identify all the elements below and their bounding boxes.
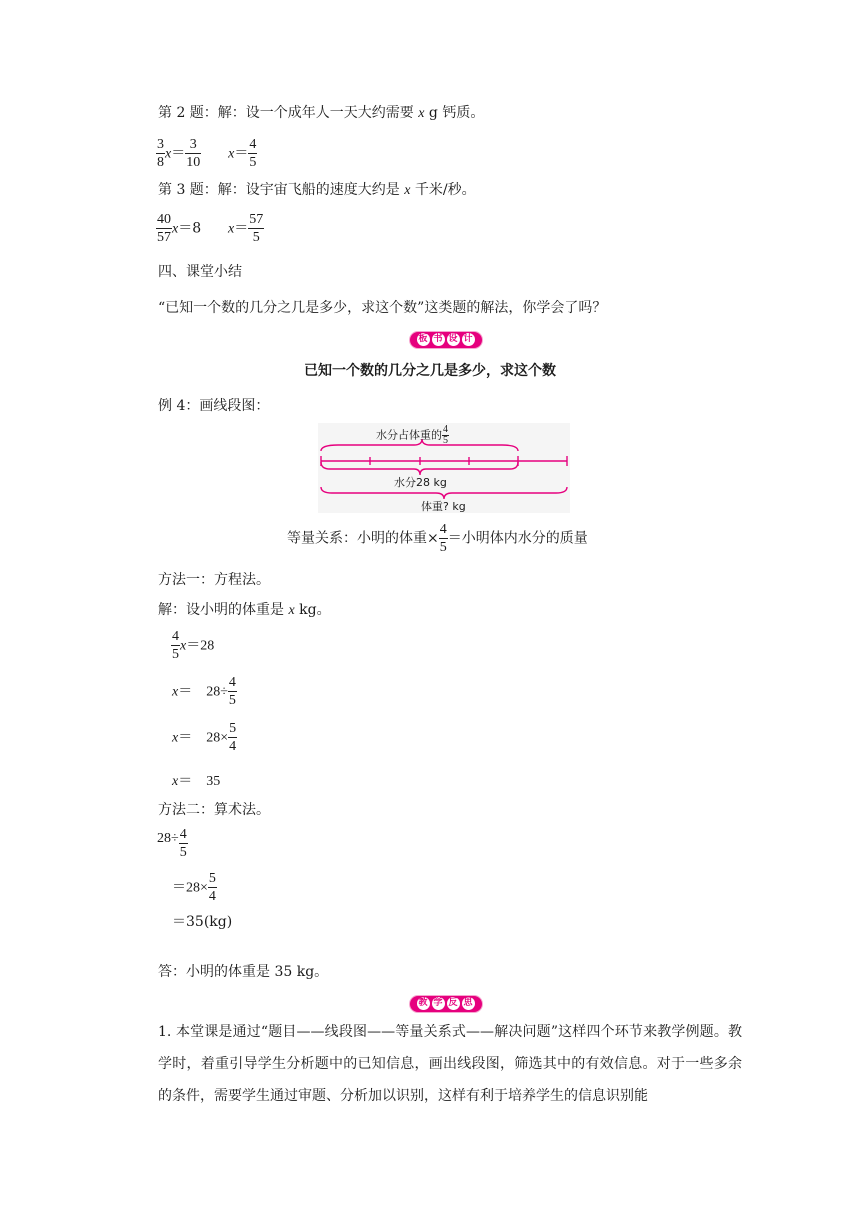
method1-step2: x＝ 28÷ $\frac{4}{5}$ [172, 675, 236, 708]
answer-text: 答：小明的体重是 35 kg。 [158, 964, 329, 980]
method1-heading: 方法一：方程法。 [158, 572, 270, 588]
board-title: 已知一个数的几分之几是多少，求这个数 [304, 363, 556, 379]
equivalence-relation: 等量关系：小明的体重× $\frac{4}{5}$ ＝小明体内水分的质量 [287, 522, 588, 555]
summary-heading: 四、课堂小结 [158, 264, 242, 280]
summary-text: “已知一个数的几分之几是多少，求这个数”这类题的解法，你学会了吗？ [158, 300, 607, 316]
method1-step4: x＝ 35 [172, 773, 221, 789]
q2-statement: 第 2 题：解：设一个成年人一天大约需要 x g 钙质。 [158, 105, 485, 121]
method2-step2: ＝28× $\frac{5}{4}$ [172, 871, 216, 904]
method2-heading: 方法二：算术法。 [158, 802, 270, 818]
diagram-top-label: 水分占体重的 $\frac{4}{5}$ [376, 424, 448, 446]
q2-equation: $\frac{3}{8}$ x＝ $\frac{3}{10}$ x＝ $\frac{4}{5}$ [157, 137, 257, 170]
method1-step1: $\frac{4}{5}$ x＝28 [172, 629, 215, 662]
line-segment-diagram [318, 423, 570, 513]
q3-equation: $\frac{40}{57}$ x＝8 x＝ $\frac{57}{5}$ [157, 212, 264, 245]
example-label: 例 4：画线段图： [158, 398, 270, 414]
teaching-reflection-badge: 教 学 反 思 [410, 993, 482, 1012]
q3-statement: 第 3 题：解：设宇宙飞船的速度大约是 x 千米/秒。 [158, 182, 476, 198]
reflection-paragraph: 1. 本堂课是通过“题目——线段图——等量关系式——解决问题”这样四个环节来教学例题。教学时，着重引导学生分析题中的已知信息，画出线段图，筛选其中的有效信息。对于一些多余的条件，需要学生通过审题、分析加以识别，这样有利于培养学生的信息识别能 [158, 1024, 742, 1104]
diagram-bottom-label: 体重? kg [421, 500, 466, 513]
method1-step3: x＝ 28× $\frac{5}{4}$ [172, 721, 237, 754]
method2-step3: ＝35(kg) [172, 914, 233, 930]
method2-step1: 28÷ $\frac{4}{5}$ [157, 827, 187, 860]
diagram-mid-label: 水分28 kg [394, 476, 447, 489]
method1-let: 解：设小明的体重是 x kg。 [158, 602, 331, 618]
board-design-badge: 板 书 设 计 [410, 329, 482, 348]
